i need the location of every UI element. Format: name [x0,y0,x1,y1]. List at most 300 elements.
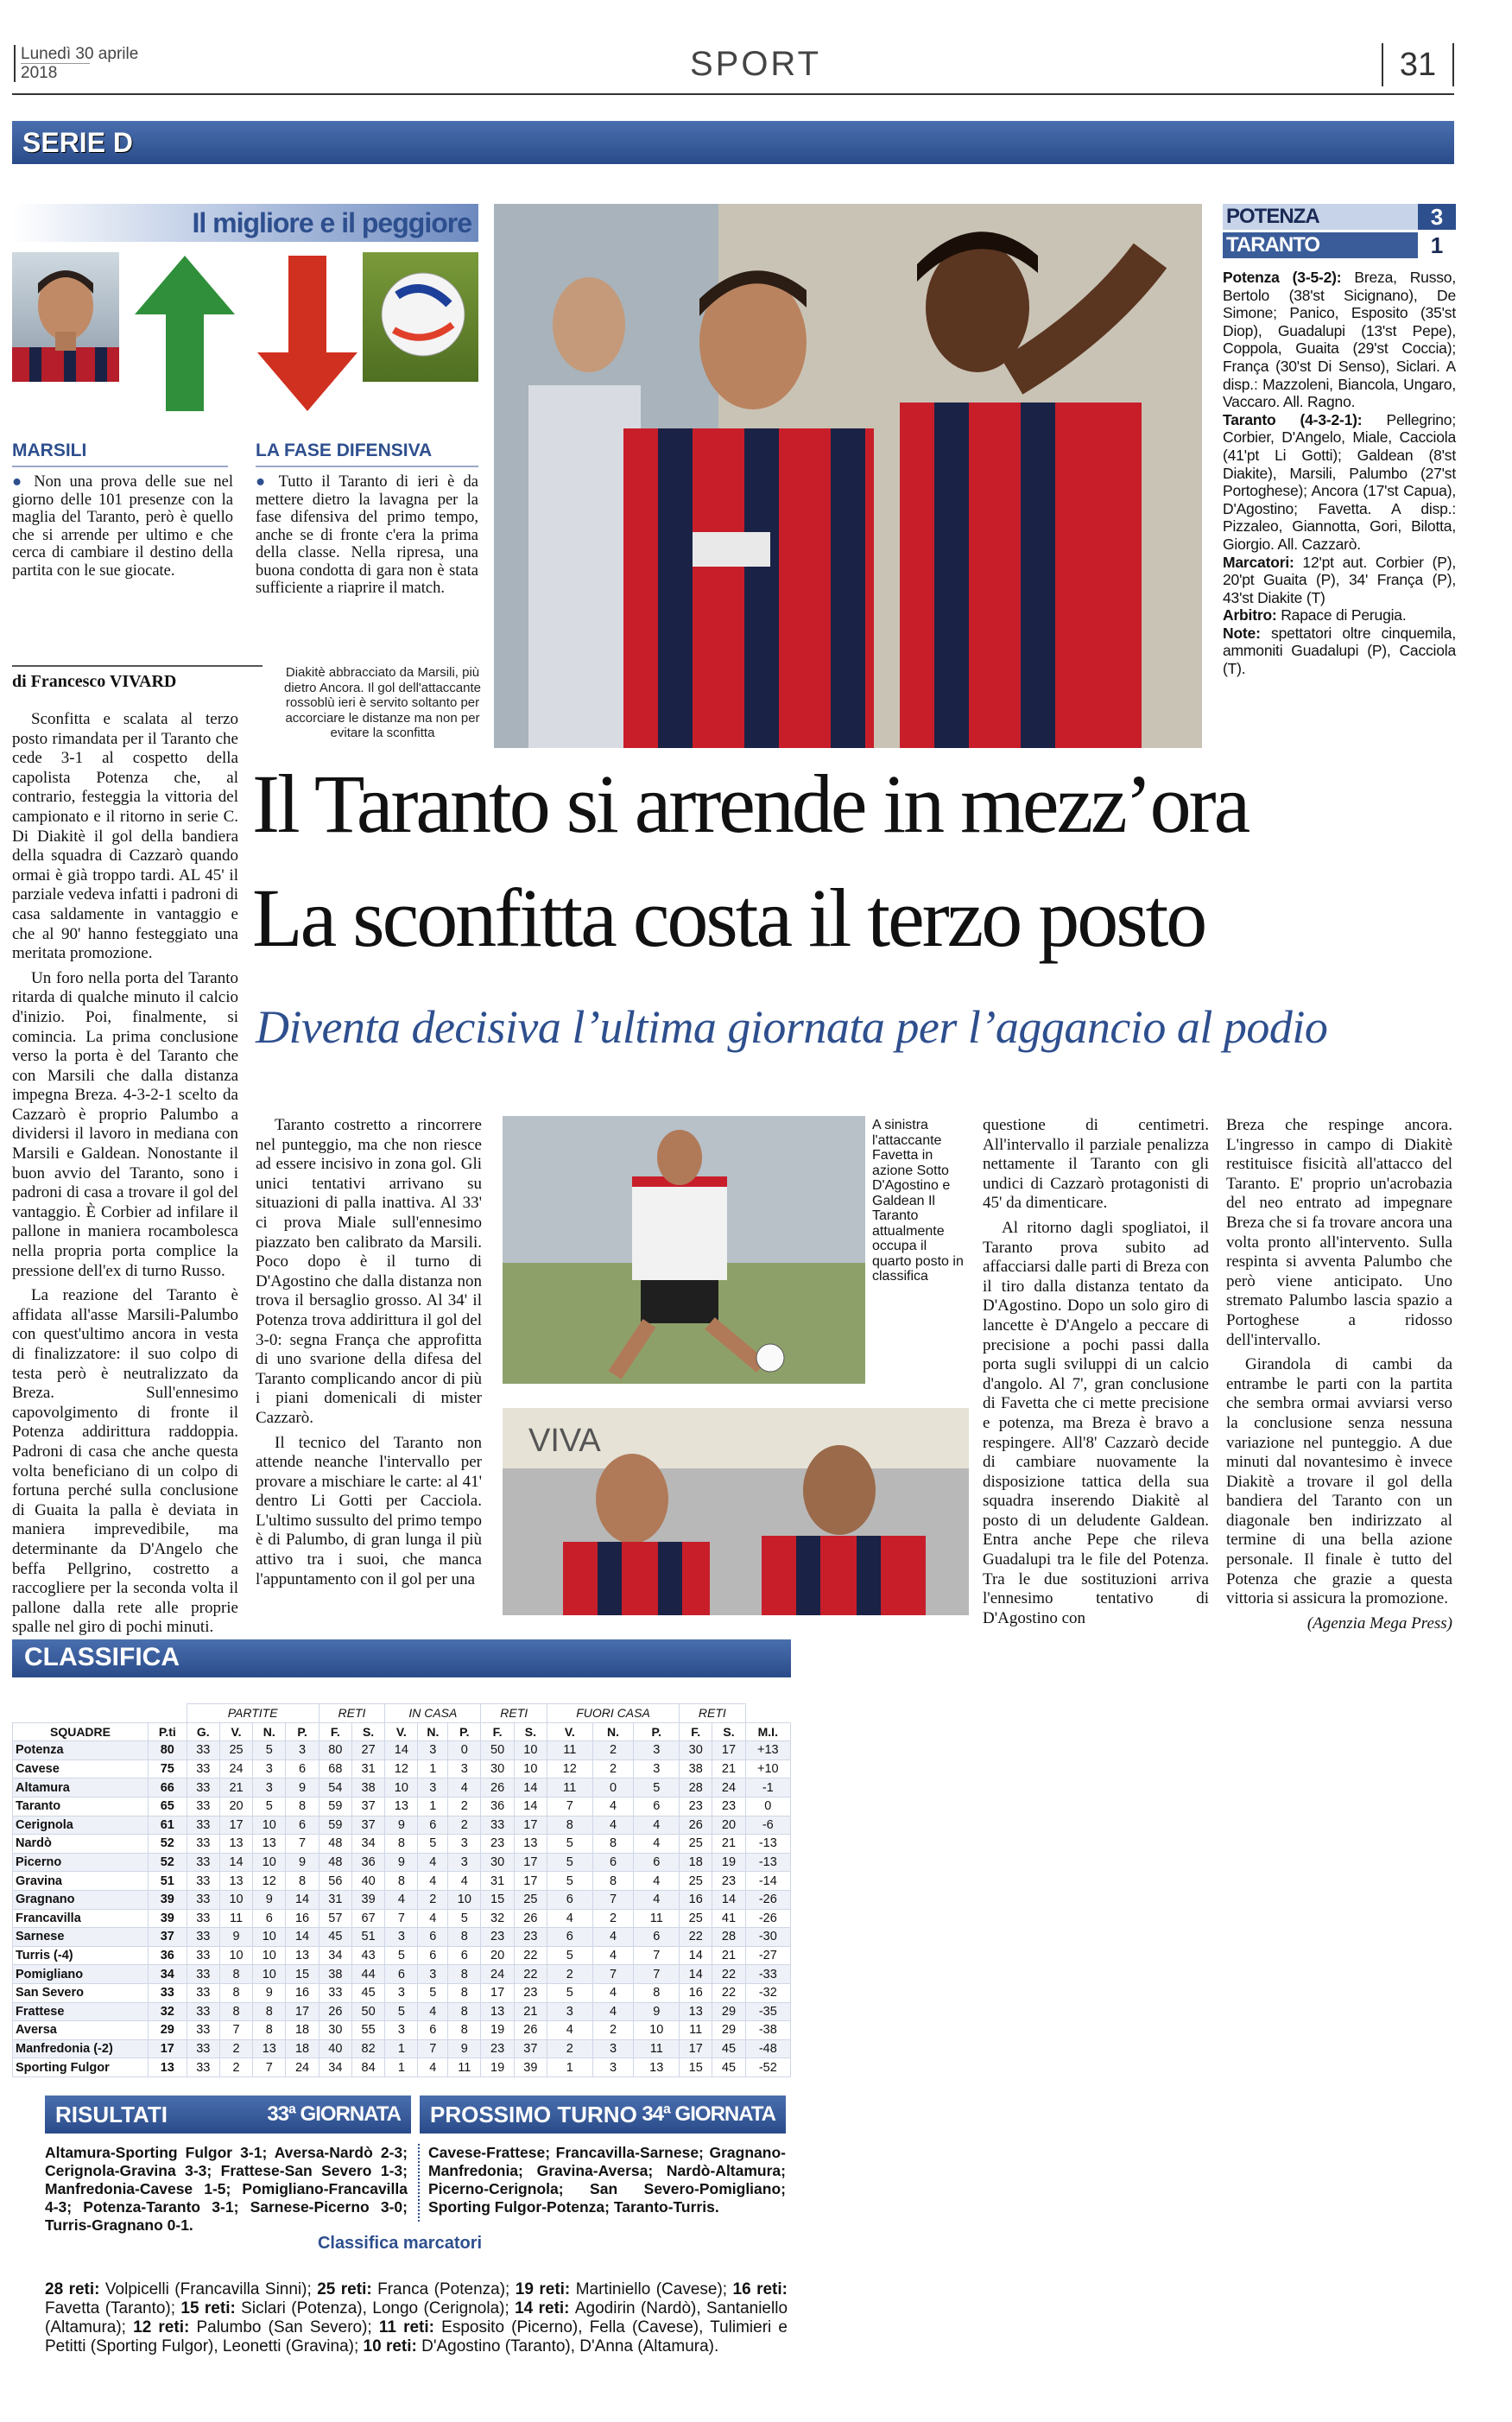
table-cell: 2 [592,1759,634,1778]
table-cell: 17 [219,1816,252,1835]
standings-column-label: P. [286,1722,319,1741]
scorers-line [1223,554,1456,607]
favetta-action-photo [503,1116,865,1384]
table-cell: 16 [286,1909,319,1928]
table-cell: 33 [187,2021,219,2040]
ball-photo [363,252,478,382]
next-round-title-bar [420,2095,786,2134]
headline-2: La sconfitta costa il terzo posto [252,872,1205,964]
table-cell: 33 [319,1983,351,2002]
table-cell: 33 [481,1816,514,1835]
table-cell: 9 [286,1778,319,1797]
team-name: Cavese [13,1759,149,1778]
table-cell: 18 [680,1853,712,1872]
table-cell: 26 [481,1778,514,1797]
photo-caption-mid: A sinistra l'attaccante Favetta in azione Sotto D'Agostino e Galdean Il Taranto attualmente occupa il quarto posto in classifica [872,1118,964,1284]
team-name: Aversa [13,2021,149,2040]
best-rule [12,466,228,467]
scorer-names: Esposito (Picerno), Fella (Cavese), Tulimieri e Petitti (Sporting Fulgor), Leonetti (Gravina); [45,2318,788,2355]
table-cell: 10 [219,1890,252,1909]
photo-caption-top: Diakitè abbracciato da Marsili, più dietro Ancora. Il gol dell'attaccante rossoblù ieri è servito soltanto per accorciare le distanze ma non per evitare la sconfitta [283,665,481,740]
table-cell: 4 [634,1872,680,1891]
table-cell: 10 [253,1946,286,1965]
table-cell: 31 [319,1890,351,1909]
table-cell: 15 [286,1965,319,1984]
table-cell: 4 [592,1797,634,1816]
table-cell: 19 [712,1853,745,1872]
table-cell: 16 [680,1890,712,1909]
table-cell: 22 [514,1946,547,1965]
table-cell: 5 [547,1853,593,1872]
table-cell: 33 [187,1946,219,1965]
table-cell: 2 [219,2039,252,2058]
group-header: RETI [680,1704,746,1723]
table-cell: 8 [253,2002,286,2021]
table-cell: 4 [547,2021,593,2040]
group-header: FUORI CASA [547,1704,680,1723]
table-cell: 37 [351,1816,384,1835]
table-row [13,1965,791,1984]
standings-table [12,1703,791,2077]
table-cell: 38 [680,1759,712,1778]
table-cell: +10 [745,1759,790,1778]
article-col-3 [983,1116,1209,1633]
table-cell: 7 [634,1946,680,1965]
table-cell: 9 [385,1853,418,1872]
table-cell: 23 [481,1835,514,1854]
table-cell: 5 [385,2002,418,2021]
table-cell: 5 [547,1872,593,1891]
worst-text: ● Tutto il Taranto di ieri è da mettere dietro la lavagna per la fase difensiva del primo tempo, anche se di fronte c'era la prima della classe. Nella ripresa, una buona condotta di gara non è stata sufficiente a riaprire il match. [256,473,478,597]
table-cell: 32 [149,2002,187,2021]
standings-body [13,1741,791,2077]
scorer-names: Favetta (Taranto); [45,2299,181,2317]
table-cell: 13 [219,1872,252,1891]
table-cell: 33 [187,2058,219,2077]
table-row [13,1835,791,1854]
scorers-label: Marcatori: [1223,553,1294,571]
group-header: RETI [319,1704,385,1723]
table-cell: 24 [286,2058,319,2077]
table-cell: 7 [418,2039,448,2058]
table-cell: 13 [680,2002,712,2021]
scorer-names: D'Agostino (Taranto), D'Anna (Altamura). [421,2337,719,2355]
notes-line [1223,625,1456,678]
table-cell: 4 [592,2002,634,2021]
arrow-down-icon [256,256,359,411]
table-cell: 37 [149,1928,187,1947]
table-cell: 61 [149,1816,187,1835]
taranto-lineup [1223,411,1456,554]
table-cell: 28 [680,1778,712,1797]
table-cell: 48 [319,1835,351,1854]
table-cell: 23 [514,1928,547,1947]
table-cell: 14 [712,1890,745,1909]
agency-credit: (Agenzia Mega Press) [1306,1614,1452,1633]
table-cell: 4 [547,1909,593,1928]
table-cell: 23 [680,1797,712,1816]
table-cell: 51 [149,1872,187,1891]
table-cell: 22 [712,1983,745,2002]
standings-column-header [13,1722,791,1741]
table-cell: 11 [547,1741,593,1760]
table-cell: 6 [418,1946,448,1965]
standings-column-label: N. [592,1722,634,1741]
potenza-lineup [1223,269,1456,411]
table-cell: 6 [634,1853,680,1872]
best-worst-title-bar [12,204,478,242]
table-cell: 8 [634,1983,680,2002]
table-cell: 14 [680,1965,712,1984]
standings-column-label: S. [351,1722,384,1741]
standings-column-label: N. [253,1722,286,1741]
table-cell: 8 [286,1872,319,1891]
league-banner-label: SERIE D [22,127,134,158]
table-cell: 6 [634,1797,680,1816]
notes-label: Note: [1223,624,1261,642]
table-cell: -38 [745,2021,790,2040]
table-cell: 57 [319,1909,351,1928]
scorer-goals: 25 reti: [317,2280,378,2298]
standings-column-label: F. [481,1722,514,1741]
league-banner [12,121,1454,164]
match-details [1223,269,1456,678]
table-cell: 3 [385,1928,418,1947]
results-round: 33ª GIORNATA [267,2102,401,2126]
table-cell: 14 [680,1946,712,1965]
group-header: RETI [481,1704,547,1723]
table-cell: 4 [448,1872,481,1891]
table-cell: 84 [351,2058,384,2077]
table-cell: 7 [219,2021,252,2040]
table-cell: 15 [481,1890,514,1909]
table-cell: -14 [745,1872,790,1891]
table-cell: 23 [514,1983,547,2002]
table-row [13,1946,791,1965]
table-cell: 11 [680,2021,712,2040]
table-cell: 17 [514,1853,547,1872]
table-cell: 8 [385,1872,418,1891]
best-player-photo [12,252,119,382]
team-name: Taranto [13,1797,149,1816]
table-cell: 2 [547,1965,593,1984]
table-cell: 5 [418,1835,448,1854]
table-cell: 41 [712,1909,745,1928]
table-cell: 3 [286,1741,319,1760]
table-cell: 17 [514,1816,547,1835]
results-title-bar [45,2095,411,2134]
standings-column-label: S. [712,1722,745,1741]
table-cell: 19 [481,2021,514,2040]
table-cell: 4 [592,1946,634,1965]
table-cell: 4 [418,1853,448,1872]
table-cell: 11 [448,2058,481,2077]
table-cell: 75 [149,1759,187,1778]
scorer-names: Agodirin (Nardò), Santaniello (Altamura); [45,2299,788,2336]
standings-column-label: S. [514,1722,547,1741]
table-cell: 16 [680,1983,712,2002]
table-cell: 3 [253,1759,286,1778]
table-cell: 68 [319,1759,351,1778]
table-cell: 5 [547,1835,593,1854]
table-cell: 19 [481,2058,514,2077]
date-year: 2018 [21,63,90,82]
taranto-lineup-label: Taranto (4-3-2-1): [1223,410,1363,428]
team-name: Sarnese [13,1928,149,1947]
table-cell: -33 [745,1965,790,1984]
table-cell: 11 [547,1778,593,1797]
team-name: Gravina [13,1872,149,1891]
table-cell: 5 [634,1778,680,1797]
table-cell: 10 [634,2021,680,2040]
table-cell: 7 [385,1909,418,1928]
article-paragraph: La reazione del Taranto è affidata all'asse Marsili-Palumbo con quest'ultimo ancora in vesta di finalizzatore: il suo colpo di testa però è neutralizzato da Breza. Sull'ennesimo capovolgimento di fronte il Potenza addirittura raddoppia. Padroni di casa che anche questa volta beneficiano di un colpo di fortuna perché sulla conclusione di Guaita la palla è deviata in maniera imprevedibile, ma determinante da D'Angelo che beffa Pellgrino, costretto a raccogliere per la seconda volta il pallone dalla rete alle proprie spalle nel giro di pochi minuti. [12,1286,238,1637]
table-cell: 14 [514,1778,547,1797]
table-cell: 45 [351,1983,384,2002]
table-cell: 23 [481,2039,514,2058]
standings-column-label: SQUADRE [13,1722,149,1741]
table-cell: 18 [286,2021,319,2040]
table-cell: 16 [286,1983,319,2002]
table-cell: 10 [253,1965,286,1984]
table-cell: 3 [385,1983,418,2002]
table-cell: -48 [745,2039,790,2058]
table-cell: 10 [514,1759,547,1778]
table-cell: 9 [219,1928,252,1947]
table-cell: 4 [634,1816,680,1835]
table-cell: 11 [634,2039,680,2058]
table-cell: 33 [187,1759,219,1778]
table-row [13,1983,791,2002]
table-cell: 24 [712,1778,745,1797]
table-cell: 10 [385,1778,418,1797]
table-cell: 2 [448,1816,481,1835]
table-cell: 33 [149,1983,187,2002]
scorer-goals: 12 reti: [133,2318,197,2336]
results-title: RISULTATI [55,2101,168,2127]
date-day: Lunedì 30 aprile [21,45,139,63]
table-cell: 3 [634,1759,680,1778]
table-cell: 56 [319,1872,351,1891]
table-cell: -27 [745,1946,790,1965]
table-cell: 34 [351,1835,384,1854]
table-cell: 17 [712,1741,745,1760]
table-cell: 80 [149,1741,187,1760]
table-cell: 5 [547,1983,593,2002]
scorer-goals: 16 reti: [732,2280,788,2298]
table-cell: +13 [745,1741,790,1760]
best-text-body: Non una prova delle sue nel giorno delle 101 presenze con la maglia del Taranto, però è quello che si arrende per ultimo e che cerca di cambiare il destino della partita con le sue giocate. [12,473,233,580]
table-cell: 32 [481,1909,514,1928]
table-cell: -26 [745,1890,790,1909]
table-cell: 28 [712,1928,745,1947]
scorer-goals: 15 reti: [180,2299,242,2317]
scorer-goals: 10 reti: [363,2337,422,2355]
table-cell: 67 [351,1909,384,1928]
table-cell: 6 [592,1853,634,1872]
table-cell: 52 [149,1835,187,1854]
table-row [13,1797,791,1816]
best-worst-box [12,204,478,644]
subheadline: Diventa decisiva l’ultima giornata per l’aggancio al podio [256,1001,1328,1053]
table-cell: 33 [187,1741,219,1760]
article-paragraph: Girandola di cambi da entrambe le parti con la partita che sembra ormai avviarsi verso la conclusione senza nessuna variazione nel punteggio. A due minuti dal novantesimo è invece Diakitè a trovare il gol della bandiera del Taranto con un diagonale ben indirizzato al termine di una bella azione personale. Il finale è tutto del Potenza che grazie a questa vittoria si assicura la promozione. [1226,1355,1452,1608]
table-cell: 5 [385,1946,418,1965]
table-cell: 10 [448,1890,481,1909]
article-paragraph: Un foro nella porta del Taranto ritarda di qualche minuto il calcio d'inizio. Poi, finalmente, si comincia. La prima conclusione verso la porta è del Taranto che con Marsili che dalla distanza impegna Breza. 4-3-2-1 scelto da Cazzarò è proprio Palumbo a dividersi il lavoro in mediana con Marsili e Galdean. Nonostante il buon avvio del Taranto, sono i padroni di casa a trovare il gol del vantaggio. È Corbier ad infilare il pallone in maniera rocambolesca nella propria porta complice la pressione dell'ex di turno Russo. [12,968,238,1280]
dagostino-galdean-photo [503,1408,969,1615]
table-cell: 0 [592,1778,634,1797]
away-score-row [1223,232,1456,258]
table-cell: 65 [149,1797,187,1816]
table-cell: 4 [634,1835,680,1854]
table-cell: 17 [481,1983,514,2002]
table-cell: 1 [385,2039,418,2058]
table-cell: 82 [351,2039,384,2058]
table-cell: 45 [712,2039,745,2058]
table-cell: 4 [592,1983,634,2002]
table-cell: 10 [514,1741,547,1760]
table-cell: 20 [219,1797,252,1816]
table-cell: 8 [219,1965,252,1984]
table-cell: 4 [592,1816,634,1835]
table-cell: 40 [351,1872,384,1891]
scorer-names: Palumbo (San Severo); [196,2318,379,2336]
table-row [13,2002,791,2021]
table-cell: 8 [286,1797,319,1816]
table-cell: 33 [187,1965,219,1984]
arrow-up-icon [133,256,237,411]
table-cell: 17 [680,2039,712,2058]
scorers-text: 12'pt aut. Corbier (P), 20'pt Guaita (P), 34' França (P), 43'st Diakite (T) [1223,553,1456,606]
table-cell: 38 [319,1965,351,1984]
byline: di Francesco VIVARD [12,665,263,692]
taranto-lineup-text: Pellegrino; Corbier, D'Angelo, Miale, Cacciola (41'pt Li Gotti); Galdean (8'st Diakite), Marsili, Palumbo (27'st Portoghese); Ancora (17'st Capua), D'Agostino; Favetta. A disp.: Pizzaleo, Giannotta, Gori, Bilotta, Giorgio. All. Cazzarò. [1223,410,1456,553]
section-title: SPORT [689,45,822,83]
table-cell: 33 [187,1853,219,1872]
article-paragraph: Al ritorno dagli spogliatoi, il Taranto prova subito ad affacciarsi dalle parti di Breza con il tiro dalla distanza tentato da D'Agostino. Dopo un solo giro di lancette è D'Angelo a peccare di precisione a pochi passi dalla porta sugli sviluppi di un calcio d'angolo. Al 7', gran conclusione di Favetta che ci mette precisione e potenza, ma Breza è bravo a respingere. All'8' Cazzarò decide di cambiare nuovamente la disposizione tattica della sua squadra inserendo Diakitè al posto di un deludente Galdean. Entra anche Pepe che rileva Guadalupi tra le file del Potenza. Tra le due sostituzioni arriva l'ennesimo tentativo di D'Agostino con [983,1218,1209,1627]
next-round-text: Cavese-Frattese; Francavilla-Sarnese; Gragnano-Manfredonia; Gravina-Aversa; Nardò-Altamura; Picerno-Cerignola; San Severo-Pomigliano; Sporting Fulgor-Potenza; Taranto-Turris. [428,2144,786,2216]
article-paragraph: Taranto costretto a rincorrere nel punteggio, ma che non riesce ad essere incisivo in zona gol. Gli unici tentativi arrivano su situazioni di palla inattiva. Al 33' ci prova Miale sull'ennesimo piazzato ben calibrato da Marsili. Poco dopo è il turno di D'Agostino che dalla distanza non trova il bersaglio grosso. Al 34' il Potenza trova addirittura il gol del 3-0: segna França che approfitta di uno svarione della difesa del Taranto complicando ancor di più i piani domenicali di mister Cazzarò. [256,1116,482,1427]
table-cell: 0 [448,1741,481,1760]
table-cell: 6 [385,1965,418,1984]
article-col-4 [1226,1116,1452,1633]
table-cell: -26 [745,1909,790,1928]
table-cell: 3 [592,2039,634,2058]
table-cell: 21 [514,2002,547,2021]
standings-column-label: V. [219,1722,252,1741]
table-cell: 40 [319,2039,351,2058]
table-cell: 6 [286,1759,319,1778]
table-cell: 9 [253,1983,286,2002]
table-cell: 7 [592,1890,634,1909]
table-cell: 30 [680,1741,712,1760]
standings-column-label: F. [680,1722,712,1741]
table-cell: 36 [149,1946,187,1965]
table-cell: 5 [253,1797,286,1816]
table-cell: 33 [187,1778,219,1797]
table-cell: 33 [187,1890,219,1909]
home-score: 3 [1418,204,1456,230]
table-cell: 31 [351,1759,384,1778]
table-cell: 13 [385,1797,418,1816]
table-cell: 6 [253,1909,286,1928]
table-cell: 25 [680,1872,712,1891]
away-team: TARANTO [1226,233,1320,257]
table-cell: 2 [592,1909,634,1928]
table-cell: 8 [448,1965,481,1984]
worst-rule [256,466,478,467]
results-header-row [45,2095,786,2134]
table-cell: 6 [286,1816,319,1835]
table-cell: 13 [149,2058,187,2077]
table-cell: 33 [187,1983,219,2002]
standings-title-bar [12,1639,791,1677]
table-cell: 13 [634,2058,680,2077]
table-cell: 8 [592,1835,634,1854]
table-cell: 8 [219,1983,252,2002]
article-paragraph: Breza che respinge ancora. L'ingresso in campo di Diakitè restituisce fisicità all'attacco del Taranto. E' proprio un'acrobazia del neo entrato ad impegnare Breza che si fa trovare ancora una volta pronto all'intervento. Sulla respinta si avventa Palumbo che però viene anticipato. Uno stremato Palumbo lascia spazio a Portoghese a ridosso dell'intervallo. [1226,1116,1452,1349]
team-name: Manfredonia (-2) [13,2039,149,2058]
table-row [13,1741,791,1760]
table-cell: 14 [514,1797,547,1816]
table-cell: 12 [253,1872,286,1891]
table-cell: -35 [745,2002,790,2021]
table-cell: -6 [745,1816,790,1835]
referee-label: Arbitro: [1223,606,1277,625]
article-paragraph: questione di centimetri. All'intervallo il parziale penalizza nettamente il Taranto con gli undici di Cazzarò protagonisti di 45' da dimenticare. [983,1116,1209,1213]
table-cell: 2 [219,2058,252,2077]
table-cell: 45 [712,2058,745,2077]
table-cell: 8 [448,1928,481,1947]
table-cell: 23 [481,1928,514,1947]
article-paragraph: Sconfitta e scalata al terzo posto rimandata per il Taranto che cede 3-1 al cospetto della capolista Potenza che, al contrario, festeggia la vittoria del campionato e il ritorno in serie C. Di Diakitè il gol della bandiera della squadra di Cazzarò quando ormai è già troppo tardi. AL 45' il parziale vedeva infatti i padroni di casa saldamente in vantaggio e che al 90' hanno festeggiato una meritata promozione. [12,710,238,963]
table-cell: 1 [547,2058,593,2077]
page-number: 31 [1382,43,1454,86]
referee-line [1223,606,1456,625]
table-cell: 17 [286,2002,319,2021]
table-cell: 4 [385,1890,418,1909]
table-cell: 3 [448,1853,481,1872]
table-cell: -13 [745,1853,790,1872]
table-cell: 26 [319,2002,351,2021]
table-cell: 80 [319,1741,351,1760]
team-name: Sporting Fulgor [13,2058,149,2077]
table-cell: 13 [481,2002,514,2021]
table-cell: 14 [219,1853,252,1872]
table-cell: 8 [448,2002,481,2021]
away-score: 1 [1418,232,1456,258]
team-name: Turris (-4) [13,1946,149,1965]
table-cell: 8 [448,2021,481,2040]
table-cell: 29 [149,2021,187,2040]
standings-column-label: V. [385,1722,418,1741]
table-cell: 3 [418,1741,448,1760]
table-cell: 13 [253,1835,286,1854]
team-name: San Severo [13,1983,149,2002]
standings-column-label: M.I. [745,1722,790,1741]
table-cell: 4 [592,1928,634,1947]
table-cell: 20 [712,1816,745,1835]
standings-group-header [13,1704,791,1723]
table-cell: 25 [680,1909,712,1928]
table-cell: -1 [745,1778,790,1797]
table-cell: 33 [187,1928,219,1947]
table-cell: 9 [448,2039,481,2058]
table-cell: 24 [219,1759,252,1778]
team-name: Francavilla [13,1909,149,1928]
best-text: ● Non una prova delle sue nel giorno delle 101 presenze con la maglia del Taranto, però è quello che si arrende per ultimo e che cerca di cambiare il destino della partita con le sue giocate. [12,473,233,580]
